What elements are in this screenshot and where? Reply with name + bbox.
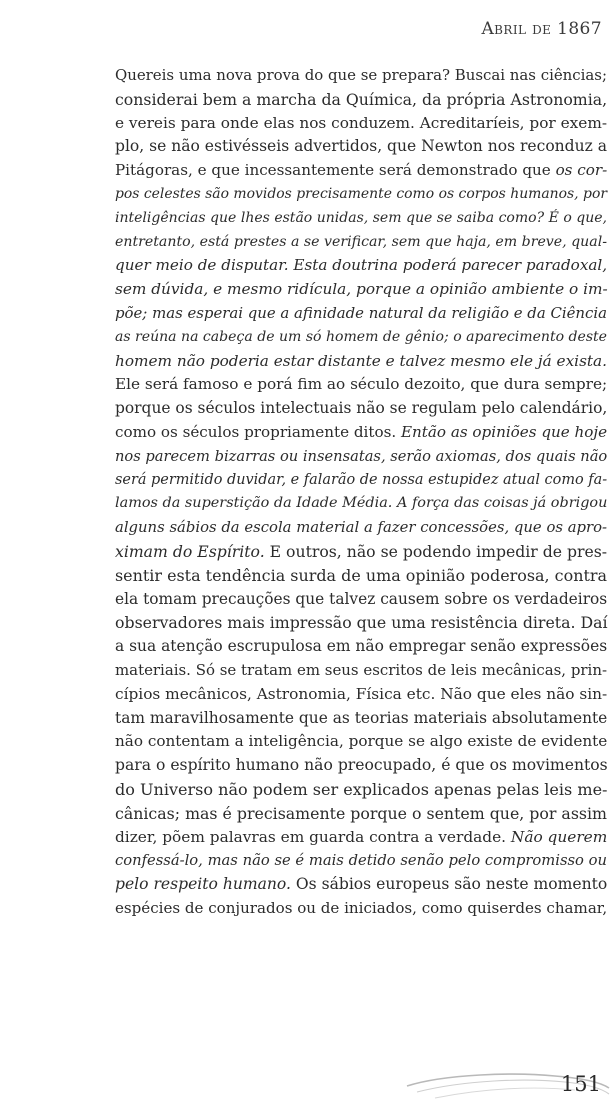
roman-text: ela tomam precauções que talvez causem sobre os verdadeiros [115,589,608,608]
text-line [115,516,607,540]
roman-text: Quereis uma nova prova do que se prepara? Buscai nas ciências; [115,66,607,84]
roman-text: e vereis para onde elas nos conduzem. Acreditaríeis, por exem- [115,113,607,132]
running-head-year: 1867 [557,19,602,39]
roman-text: considerai bem a marcha da Química, da própria Astronomia, [115,89,608,109]
text-line [115,540,607,564]
italic-text: as reúna na cabeça de um só homem de gênio; o aparecimento deste [115,328,607,345]
roman-text: sentir esta tendência surda de uma opinião poderosa, contra [115,565,607,585]
roman-text: Os sábios europeus são neste momento [290,875,608,894]
text-line [115,659,607,683]
italic-text: Então as opiniões que hoje [400,422,608,441]
text-line [115,802,607,826]
italic-text: nos parecem bizarras ou insensatas, serão axiomas, dos quais não [115,447,608,465]
text-line [115,350,607,374]
italic-text: quer meio de disputar. Esta doutrina poderá parecer paradoxal, [115,256,608,275]
roman-text: dizer, põem palavras em guarda contra a verdade. [115,827,511,846]
text-line [115,469,607,493]
text-line [115,635,607,659]
roman-text: para o espírito humano não preocupado, é que os movimentos [115,756,608,775]
text-line [115,159,607,183]
running-head [481,19,602,39]
roman-text: E outros, não se podendo impedir de pres- [264,541,608,561]
italic-text: os cor- [555,161,608,180]
body-paragraph [115,64,607,921]
text-line [115,397,607,421]
italic-text: põe; mas esperai que a afinidade natural da religião e da Ciência [115,303,607,322]
text-line [115,254,607,278]
text-line [115,754,607,778]
italic-text: será permitido duvidar, e falarão de nossa estupidez atual como fa- [115,471,608,488]
roman-text: Pitágoras, e que incessantemente será demonstrado que [115,161,556,180]
italic-text: sem dúvida, e mesmo ridícula, porque a opinião ambiente o im- [115,280,608,299]
roman-text: observadores mais impressão que uma resistência direta. Daí [115,613,608,633]
italic-text: inteligências que lhes estão unidas, sem que se saiba como? É o que, [115,209,607,226]
text-line [115,135,607,159]
running-head-month: Abril de [481,19,552,39]
text-line [115,683,607,707]
roman-text: plo, se não estivésseis advertidos, que Newton nos reconduz a [115,137,607,156]
roman-text: como os séculos propriamente ditos. [115,422,401,441]
text-line [115,207,607,231]
italic-text: entretanto, está prestes a se verificar, sem que haja, em breve, qual- [115,233,607,250]
text-line [115,564,607,588]
text-line [115,778,607,802]
roman-text: Ele será famoso e porá fim ao século dezoito, que dura sempre; [115,375,608,394]
italic-text: lamos da superstição da Idade Média. A força das coisas já obrigou [115,495,608,512]
text-line [115,231,607,255]
roman-text: porque os séculos intelectuais não se regulam pelo calendário, [115,399,608,418]
italic-text: ximam do Espírito. [115,541,265,561]
italic-text: homem não poderia estar distante e talvez mesmo ele já exista. [115,351,607,370]
italic-text: Não querem [510,827,608,846]
italic-text: pos celestes são movidos precisamente como os corpos humanos, por [115,185,607,202]
text-line [115,112,607,136]
text-line [115,826,607,850]
text-line [115,873,607,897]
text-line [115,326,607,350]
text-line [115,421,607,445]
roman-text: espécies de conjurados ou de iniciados, como quiserdes chamar, [115,898,608,917]
italic-text: alguns sábios da escola material a fazer concessões, que os apro- [115,519,607,537]
roman-text: do Universo não podem ser explicados apenas pelas leis me- [115,779,608,799]
text-line [115,64,607,88]
text-line [115,445,607,469]
italic-text: pelo respeito humano. [115,875,291,894]
text-line [115,849,607,873]
page-number: 151 [560,1072,601,1096]
roman-text: cípios mecânicos, Astronomia, Física etc. Não que eles não sin- [115,684,608,703]
roman-text: tam maravilhosamente que as teorias materiais absolutamente [115,708,608,727]
text-line [115,492,607,516]
text-line [115,897,607,921]
text-line [115,707,607,731]
text-line [115,88,607,112]
text-line [115,730,607,754]
text-line [115,373,607,397]
roman-text: não contentam a inteligência, porque se algo existe de evidente [115,732,608,751]
roman-text: cânicas; mas é precisamente porque o sentem que, por assim [115,803,608,823]
italic-text: confessá-lo, mas não se é mais detido senão pelo compromisso ou [115,852,607,870]
text-line [115,302,607,326]
text-line [115,183,607,207]
text-line [115,588,607,612]
roman-text: a sua atenção escrupulosa em não empregar senão expressões [115,637,608,656]
text-line [115,278,607,302]
roman-text: materiais. Só se tratam em seus escritos de leis mecânicas, prin- [115,660,607,679]
text-line [115,611,607,635]
